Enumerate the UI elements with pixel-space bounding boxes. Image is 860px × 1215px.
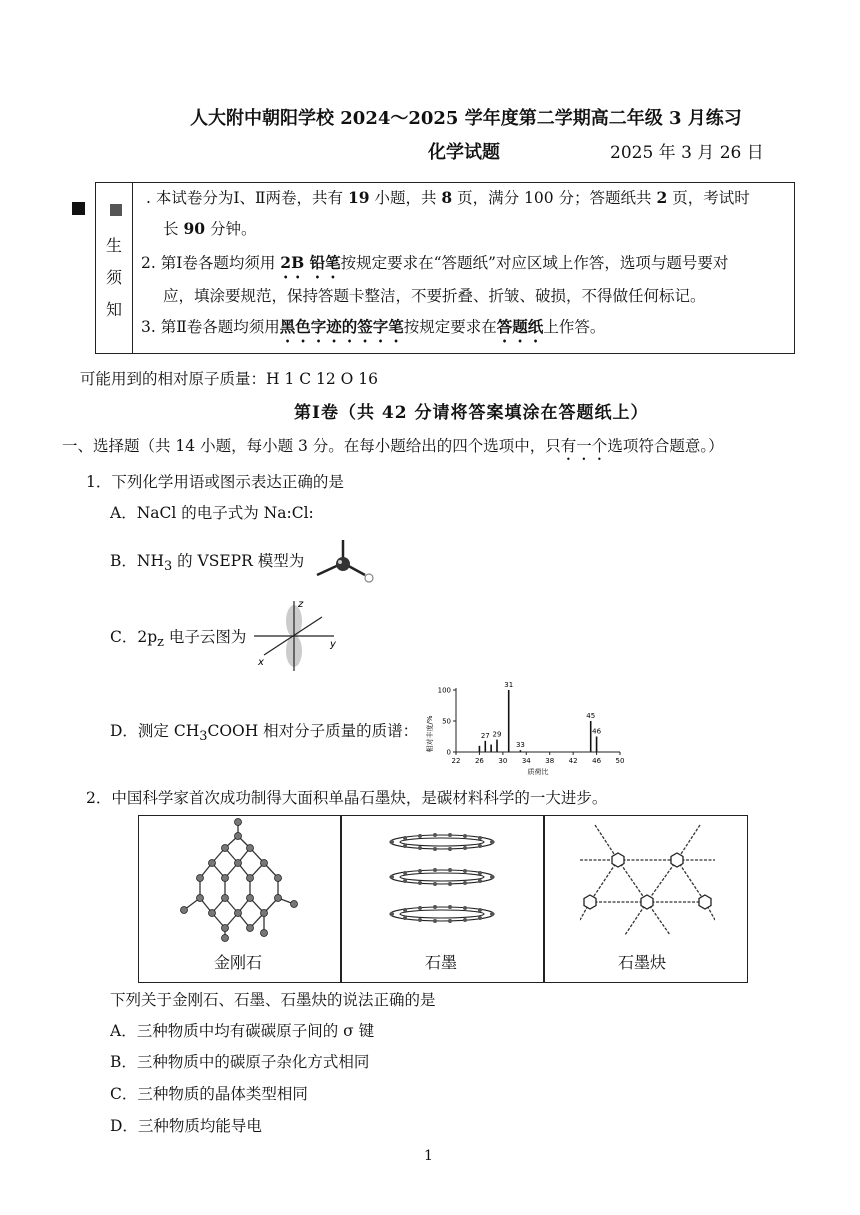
q1-stem: 1．下列化学用语或图示表达正确的是 (86, 473, 344, 491)
bold-number: 8 (441, 188, 453, 207)
hydrogen-atom (365, 574, 373, 582)
notice-item-2-line-2: 应，填涂要规范，保持答题卡整洁，不要折叠、折皱、破损，不得做任何标记。 (163, 287, 706, 305)
notice-item-1-line-2 (163, 219, 256, 239)
notice-label-char: 知 (105, 300, 122, 319)
peak-label: 27 (480, 731, 490, 740)
peak-label: 33 (515, 741, 525, 750)
atomic-mass-line: 可能用到的相对原子质量：H 1 C 12 O 16 (80, 370, 379, 388)
q2-option-a: A．三种物质中均有碳碳原子间的 σ 键 (110, 1022, 375, 1040)
text-span: 3. 第Ⅱ卷各题均须用 (141, 318, 280, 336)
text-span: 页，考试时 (667, 189, 750, 207)
text-span: 按规定要求在“答题纸”对应区域上作答，选项与题号要对 (340, 254, 729, 272)
q1-option-a (110, 501, 314, 523)
text-span: 分钟。 (205, 220, 257, 238)
black-square-mark (72, 202, 85, 215)
x-tick-label: 34 (521, 757, 531, 765)
electron-formula: :Cl: (286, 504, 314, 522)
bold-number: 19 (347, 188, 370, 207)
x-tick-label: 22 (451, 757, 461, 765)
exam-title: 人大附中朝阳学校 2024～2025 学年度第二学期高二年级 3 月练习 (190, 108, 742, 129)
text-span: 2. 第Ⅰ卷各题均须用 (141, 254, 281, 272)
emphasis-text: 黑色字迹的签字笔 (279, 317, 404, 336)
axis-label-x: x (258, 657, 264, 668)
bold-number: 90 (183, 219, 206, 238)
notice-item-3 (141, 317, 605, 346)
diamond-label: 金刚石 (214, 953, 263, 972)
y-tick-label: 100 (437, 686, 451, 695)
atom-highlight (338, 560, 342, 564)
text-span: 的 VSEPR 模型为 (172, 552, 305, 570)
peak-label: 45 (586, 712, 596, 720)
exam-subject: 化学试题 (428, 142, 500, 163)
emphasis-text: 答题纸 (496, 317, 544, 336)
y-tick-label: 0 (446, 748, 451, 757)
diamond-structure-figure (170, 818, 320, 943)
y-axis-label: 相对丰度/% (426, 715, 434, 753)
text-span: B．NH (110, 552, 164, 570)
table-divider (543, 815, 545, 983)
x-tick-label: 30 (498, 757, 508, 765)
x-tick-label: 38 (545, 757, 555, 765)
notice-item-2-line-1 (141, 253, 728, 282)
orbital-cloud-figure (250, 595, 340, 675)
section-title: 第Ⅰ卷（共 42 分请将答案填涂在答题纸上） (294, 403, 649, 423)
q2-option-d: D．三种物质均能导电 (110, 1117, 262, 1135)
x-tick-label: 50 (615, 757, 625, 765)
text-span: 长 (163, 220, 184, 238)
text-span: 电子云图为 (163, 628, 247, 646)
table-divider (340, 815, 342, 983)
bold-number: 2 (656, 188, 668, 207)
q2-option-b: B．三种物质中的碳原子杂化方式相同 (110, 1053, 370, 1071)
mass-spectrum-chart (418, 676, 628, 780)
q2-question: 下列关于金刚石、石墨、石墨炔的说法正确的是 (110, 991, 436, 1009)
central-atom (336, 557, 350, 571)
text-span: C．2p (110, 628, 158, 646)
subscript: 3 (199, 729, 208, 745)
peak-label: 29 (492, 730, 502, 739)
axis-label-y: y (330, 639, 336, 650)
text-span: 上作答。 (543, 318, 606, 336)
text-span: 页，满分 100 分；答题纸共 (452, 189, 657, 207)
notice-label-char: 生 (105, 236, 122, 255)
text-span: 一、选择题（共 14 小题，每小题 3 分。在每小题给出的四个选项中，只 (62, 437, 561, 455)
subscript: 3 (163, 559, 173, 575)
text-span: . 本试卷分为Ⅰ、Ⅱ两卷，共有 (146, 189, 348, 207)
emphasis-text: 2B 铅笔 (280, 253, 341, 272)
q1-option-d (110, 719, 418, 744)
graphite-label: 石墨 (425, 953, 458, 972)
text-span: COOH 相对分子质量的质谱： (207, 722, 419, 740)
x-axis-label: 质荷比 (527, 768, 549, 776)
y-tick-label: 50 (442, 717, 451, 726)
q2-option-c: C．三种物质的晶体类型相同 (110, 1085, 308, 1103)
q2-stem: 2．中国科学家首次成功制得大面积单晶石墨炔，是碳材料科学的一大进步。 (86, 789, 608, 807)
q1-option-c (110, 625, 246, 650)
notice-label-char: 须 (105, 268, 122, 287)
graphdiyne-label: 石墨炔 (618, 953, 667, 972)
text-span: 小题，共 (369, 189, 442, 207)
page-number: 1 (424, 1148, 433, 1164)
text-span: 按规定要求在 (403, 318, 497, 336)
x-tick-label: 42 (568, 757, 578, 765)
section-instruction (62, 434, 724, 464)
text-span: 选项符合题意。） (607, 437, 724, 455)
text-span: D．测定 CH (110, 722, 200, 740)
vsepr-model-figure (305, 535, 380, 590)
emphasis-text: 有一个 (560, 437, 608, 455)
x-tick-label: 26 (474, 757, 484, 765)
exam-date: 2025 年 3 月 26 日 (610, 143, 764, 163)
peak-label: 31 (504, 681, 514, 689)
subscript: z (157, 635, 164, 651)
text-span: A．NaCl 的电子式为 Na (110, 504, 287, 522)
notice-item-1-line-1 (146, 188, 750, 208)
graphite-structure-figure (383, 830, 501, 935)
axis-label-z: z (298, 599, 304, 610)
q1-option-b (110, 549, 304, 574)
peak-label: 46 (592, 727, 602, 736)
notice-label (105, 230, 123, 326)
graphdiyne-structure-figure (580, 820, 715, 940)
x-tick-label: 46 (592, 757, 602, 765)
